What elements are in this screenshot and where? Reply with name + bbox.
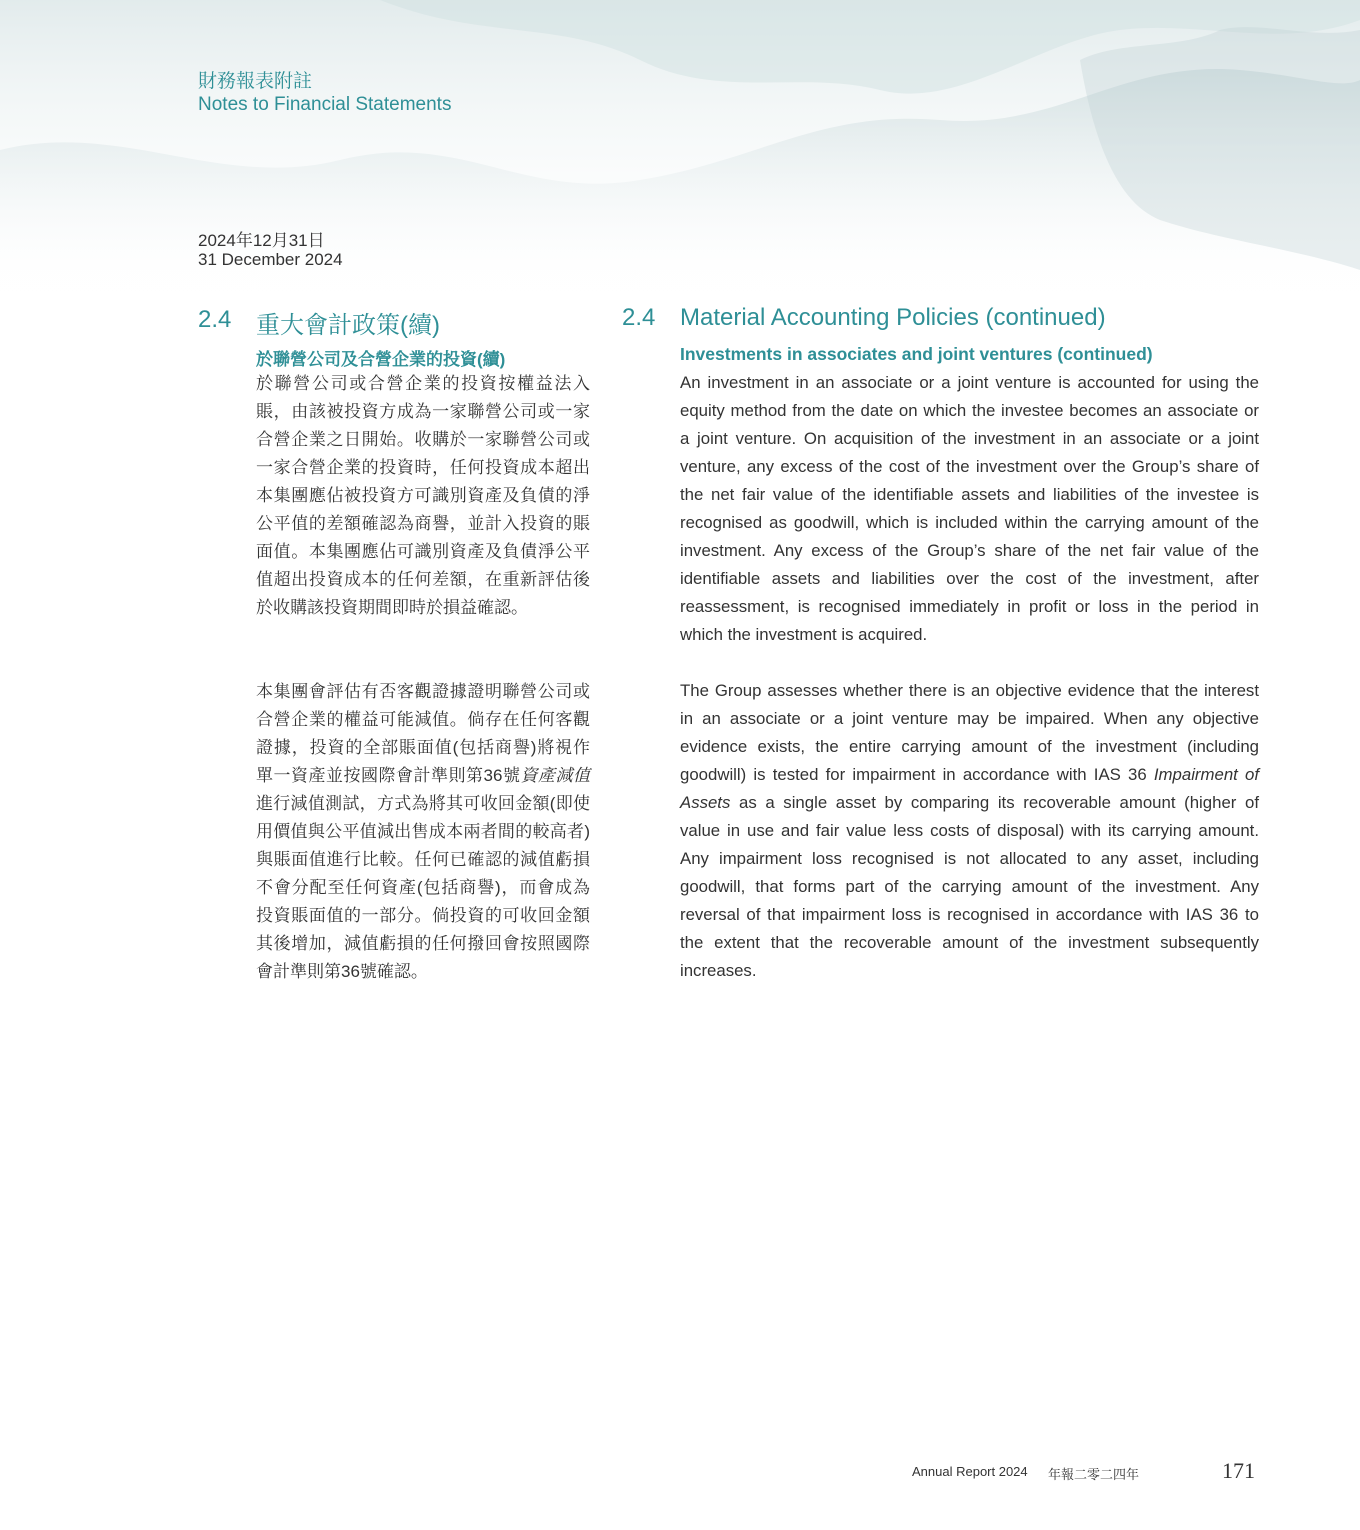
paragraph-en-2	[680, 677, 1259, 985]
header-title-zh: 財務報表附註	[198, 71, 313, 92]
paragraph-zh-2	[256, 678, 590, 986]
paragraph-zh-2-text-b: 進行減值測試，方式為將其可收回金額(即使用價值與公平值減出售成本兩者間的較高者)與賬面值進行比較。任何已確認的減值虧損不會分配至任何資產(包括商譽)，而會成為投資賬面值的一部分。倘投資的可收回金額其後增加，減值虧損的任何撥回會按照國際會計準則第36號確認。	[256, 794, 590, 981]
section-number-zh: 2.4	[198, 306, 232, 333]
paragraph-en-2-text-b: as a single asset by comparing its recoverable amount (higher of value in use and fair value less costs of disposal) with its carrying amount. Any impairment loss recognised is not allocated to any asset, including goodwill, that forms part of the carrying amount of the investment. Any reversal of that impairment loss is recognised in accordance with IAS 36 to the extent that the recoverable amount of the investment subsequently increases.	[680, 793, 1259, 980]
footer-report-zh: 年報二零二四年	[1048, 1467, 1140, 1482]
section-number-en: 2.4	[622, 304, 656, 331]
paragraph-en-1: An investment in an associate or a joint venture is accounted for using the equity method from the date on which the investee becomes an associate or a joint venture. On acquisition of the investment in an associate or a joint venture, any excess of the cost of the investment over the Group’s share of the net fair value of the identifiable assets and liabilities of the investee is recognised as goodwill, which is included within the carrying amount of the investment. Any excess of the Group’s share of the net fair value of the identifiable assets and liabilities over the cost of the investment, after reassessment, is recognised immediately in profit or loss in the period in which the investment is acquired.	[680, 373, 1259, 644]
paragraph-zh-2-text-a: 本集團會評估有否客觀證據證明聯營公司或合營企業的權益可能減值。倘存在任何客觀證據，投資的全部賬面值(包括商譽)將視作單一資產並按國際會計準則第36號	[256, 682, 590, 785]
subheading-zh: 於聯營公司及合營企業的投資(續)	[256, 350, 506, 369]
date-zh: 2024年12月31日	[198, 231, 325, 250]
paragraph-zh-1: 於聯營公司或合營企業的投資按權益法入賬，由該被投資方成為一家聯營公司或一家合營企業之日開始。收購於一家聯營公司或一家合營企業的投資時，任何投資成本超出本集團應佔被投資方可識別資產及負債的淨公平值的差額確認為商譽，並計入投資的賬面值。本集團應佔可識別資產及負債淨公平值超出投資成本的任何差額，在重新評估後於收購該投資期間即時於損益確認。	[256, 374, 590, 617]
section-title-en: Material Accounting Policies (continued)	[680, 304, 1106, 331]
paragraph-en-2-text-a: The Group assesses whether there is an objective evidence that the interest in an associate or a joint venture may be impaired. When any objective evidence exists, the entire carrying amount of the investment (including goodwill) is tested for impairment in accordance with IAS 36	[680, 681, 1259, 784]
paragraph-zh-2-italic: 資產減值	[520, 766, 590, 785]
section-title-zh: 重大會計政策(續)	[256, 312, 440, 339]
page-number: 171	[1222, 1458, 1255, 1483]
subheading-en: Investments in associates and joint ventures (continued)	[680, 344, 1153, 364]
footer-report-en: Annual Report 2024	[912, 1464, 1028, 1479]
paragraph-en-2-italic: Impairment of Assets	[680, 765, 1260, 812]
date-en: 31 December 2024	[198, 250, 343, 269]
header-title-en: Notes to Financial Statements	[198, 94, 452, 115]
